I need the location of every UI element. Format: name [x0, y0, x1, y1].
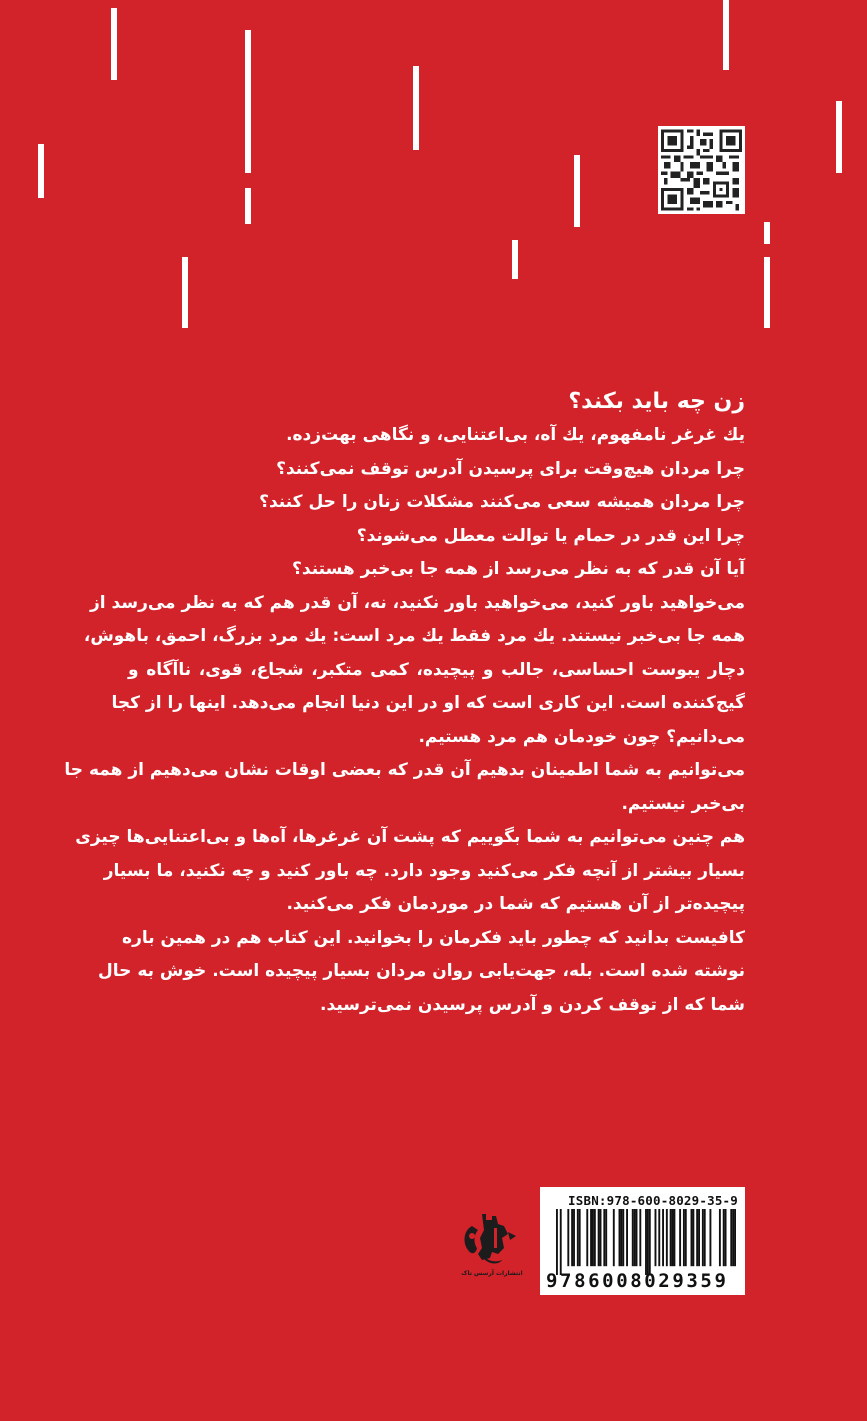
rain-line — [764, 222, 770, 244]
rain-line — [245, 188, 251, 224]
blurb-paragraph-line: می‌دانیم؟ چون خودمان هم مرد هستیم. — [418, 726, 745, 747]
blurb-paragraph-line: می‌خواهید باور کنید، می‌خواهید باور نکنید، نه، آن قدر هم که به نظر می‌رسد از — [90, 592, 745, 613]
blurb-paragraph-line: بسیار بیشتر از آنچه فکر می‌کنید وجود دارد. چه باور کنید و چه نکنید، ما بسیار — [103, 860, 745, 881]
blurb-title: زن چه باید بکند؟ — [568, 389, 745, 414]
qr-code[interactable] — [658, 126, 745, 214]
blurb-paragraph-line: نوشته شده است. بله، جهت‌یابی روان مردان بسیار پیچیده است. خوش به حال — [98, 961, 745, 981]
publisher-name: انتشارات آرسس تاک — [461, 1270, 523, 1277]
publisher-logo-icon — [452, 1208, 532, 1268]
blurb-paragraph-line: می‌توانیم به شما اطمینان بدهیم آن قدر که بعضی اوقات نشان می‌دهیم از همه جا — [64, 760, 745, 780]
blurb-paragraph-line: کافیست بدانید که چطور باید فکرمان را بخوانید. این کتاب هم در همین باره — [122, 927, 745, 948]
isbn-label: ISBN:978-600-8029-35-9 — [568, 1193, 738, 1208]
blurb-question-line: آیا آن قدر که به نظر می‌رسد از همه جا بی‌خبر هستند؟ — [292, 559, 745, 579]
blurb-question-line: چرا مردان هیچ‌وقت برای پرسیدن آدرس توقف نمی‌کنند؟ — [276, 458, 745, 479]
rain-line — [111, 8, 117, 80]
rain-line — [764, 257, 770, 328]
blurb-paragraph-line: بی‌خبر نیستیم. — [621, 793, 745, 814]
blurb-question-line: یك غرغر نامفهوم، یك آه، بی‌اعتنایی، و نگاهی بهت‌زده. — [286, 425, 745, 445]
isbn-barcode — [540, 1187, 745, 1295]
qr-code-icon — [661, 129, 742, 211]
blurb-paragraph-line: همه جا بی‌خبر نیستند. یك مرد فقط یك مرد است: یك مرد بزرگ، احمق، باهوش، — [83, 626, 745, 646]
blurb-question-line: چرا این قدر در حمام یا توالت معطل می‌شوند؟ — [356, 525, 745, 546]
ean-number: 9786008029359 — [546, 1270, 729, 1292]
blurb-paragraph-line: هم چنین می‌توانیم به شما بگوییم که پشت آن غرغرها، آه‌ها و بی‌اعتنایی‌ها چیزی — [75, 827, 745, 847]
rain-line — [836, 101, 842, 173]
back-cover-blurb — [64, 386, 745, 1022]
rain-line — [182, 257, 188, 328]
blurb-paragraph-line: شما که از توقف کردن و آدرس پرسیدن نمی‌ترسید. — [320, 994, 745, 1015]
blurb-question-line: چرا مردان همیشه سعی می‌کنند مشکلات زنان را حل کنند؟ — [259, 492, 745, 512]
rain-line — [413, 66, 419, 150]
rain-line — [723, 0, 729, 70]
publisher-logo — [452, 1208, 532, 1284]
blurb-paragraph-line: گیج‌کننده است. این کاری است که او در این دنیا انجام می‌دهد. اینها را از کجا — [111, 693, 745, 713]
rain-line — [512, 240, 518, 279]
barcode-icon — [556, 1209, 736, 1275]
rain-line — [38, 144, 44, 198]
blurb-paragraph-line: دچار یبوست احساسی، جالب و پیچیده، کمی متکبر، شجاع، قوی، ناآگاه و — [128, 659, 745, 680]
barcode-bars — [556, 1209, 736, 1275]
blurb-paragraph — [64, 587, 745, 1023]
blurb-paragraph-line: پیچیده‌تر از آن هستیم که شما در موردمان فکر می‌کنید. — [286, 894, 745, 914]
rain-line — [574, 155, 580, 227]
rain-line — [245, 30, 251, 173]
